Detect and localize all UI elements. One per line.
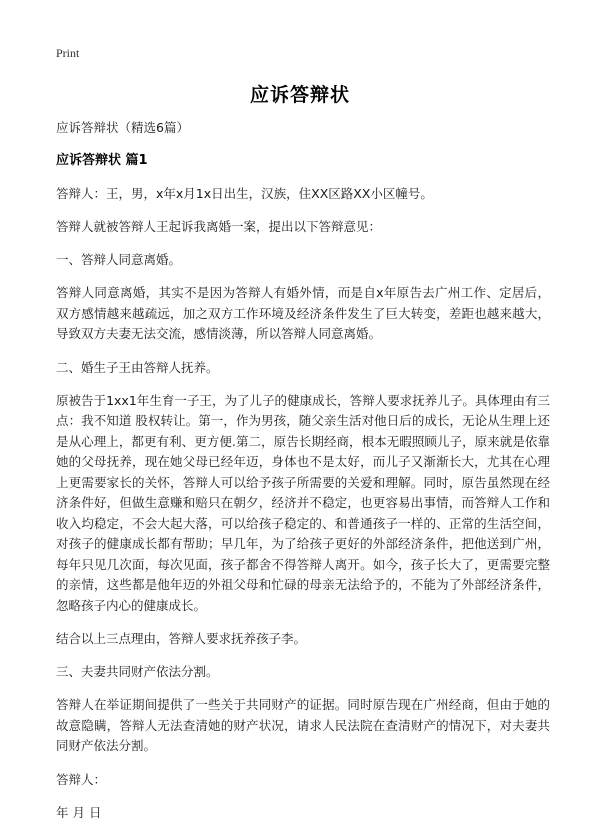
point3-heading: 三、夫妻共同财产依法分割。	[56, 664, 219, 679]
point1-heading: 一、答辩人同意离婚。	[56, 252, 182, 267]
signature-label: 答辩人：	[56, 771, 107, 787]
document-title: 应诉答辩状	[249, 84, 350, 106]
intro-paragraph: 答辩人就被答辩人王起诉我离婚一案，提出以下答辩意见：	[56, 219, 382, 234]
point1-paragraph: 答辩人同意离婚，其实不是因为答辩人有婚外情，而是自x年原告去广州工作、定居后，双方感情越来越疏远，加之双方工作环境及经济条件发生了巨大转变，差距也越来越大，导致双方夫妻无法交流，感情淡薄，所以答辩人同意离婚。	[56, 285, 550, 341]
point2-paragraph: 原被告于1xx1年生育一子王，为了儿子的健康成长，答辩人要求抚养儿子。具体理由有三点：我不知道 股权转让。第一，作为男孩，随父亲生活对他日后的成长，无论从生理上还是从心理上，都更有利、更方便.第二，原告长期经商，根本无暇照顾儿子，原来就是依靠她的父母抚养，现在她父母已经年迈，身体也不是太好，而儿子又渐渐长大，尤其在心理上更需要家长的关怀，答辩人可以给予孩子所需要的关爱和理解。同时，原告虽然现在经济条件好，但做生意赚和赔只在朝夕，经济并不稳定，也更容易出事情，而答辩人工作和收入均稳定，不会大起大落，可以给孩子稳定的、和普通孩子一样的、正常的生活空间，对孩子的健康成长都有帮助；早几年，为了给孩子更好的外部经济条件，把他送到广州，每年只见几次面，每次见面，孩子都舍不得答辩人离开。如今，孩子长大了，更需要完整的亲情，这些都是他年迈的外祖父母和忙碌的母亲无法给予的，不能为了外部经济条件，忽略孩子内心的健康成长。	[56, 392, 550, 613]
print-label: Print	[56, 46, 80, 60]
section-title: 应诉答辩状 篇1	[56, 153, 148, 168]
date-label: 年 月 日	[56, 804, 102, 820]
document-subtitle: 应诉答辩状（精选6篇）	[56, 120, 189, 135]
document-body	[56, 118, 550, 823]
respondent-info: 答辩人：王，男，x年x月1x日出生，汉族，住XX区路XX小区幢号。	[56, 186, 433, 201]
point3-paragraph: 答辩人在举证期间提供了一些关于共同财产的证据。同时原告现在广州经商，但由于她的故意隐瞒，答辩人无法查清她的财产状况，请求人民法院在查清财产的情况下，对夫妻共同财产依法分割。	[56, 697, 550, 753]
point2-heading: 二、婚生子王由答辩人抚养。	[56, 359, 219, 375]
conclusion-paragraph: 结合以上三点理由，答辩人要求抚养孩子李。	[56, 631, 307, 646]
